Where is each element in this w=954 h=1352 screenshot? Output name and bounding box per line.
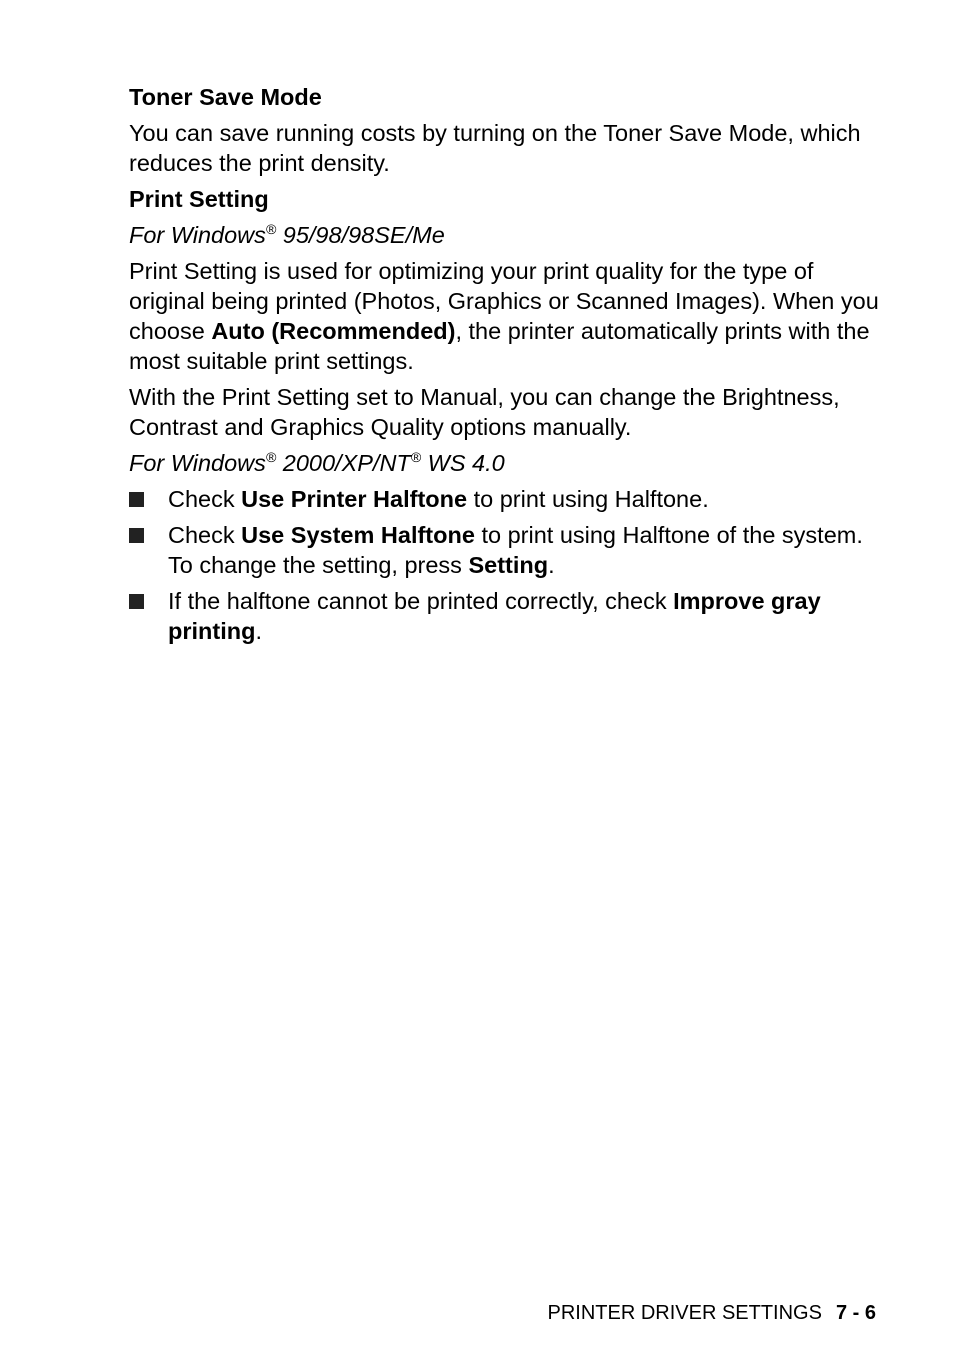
- page-footer: [547, 1300, 876, 1326]
- os-label-win2000: For Windows® 2000/XP/NT® WS 4.0: [129, 449, 505, 476]
- square-bullet-icon: [129, 492, 144, 507]
- page-number: 7 - 6: [835, 1302, 876, 1324]
- list-item: Check Use System Halftone to print using Halftone of the system. To change the setting, press Setting.: [129, 520, 879, 580]
- use-system-halftone-text: Use System Halftone: [241, 522, 475, 548]
- setting-text: Setting: [468, 552, 549, 578]
- use-printer-halftone-text: Use Printer Halftone: [241, 486, 468, 512]
- registered-mark: ®: [265, 449, 277, 465]
- square-bullet-icon: [129, 528, 144, 543]
- square-bullet-icon: [129, 594, 144, 609]
- registered-mark: ®: [410, 449, 422, 465]
- halftone-options-list: [129, 484, 879, 646]
- improve-gray-printing-text: Improve gray printing: [168, 588, 821, 644]
- os-label-win9x: For Windows® 95/98/98SE/Me: [129, 221, 445, 248]
- list-item: Check Use Printer Halftone to print using Halftone.: [129, 484, 879, 514]
- auto-recommended-text: Auto (Recommended): [211, 318, 456, 344]
- toner-save-text: You can save running costs by turning on the Toner Save Mode, which reduces the print density.: [129, 120, 861, 176]
- document-body: [129, 82, 879, 652]
- print-setting-heading: Print Setting: [129, 186, 269, 212]
- toner-save-heading: Toner Save Mode: [129, 84, 322, 110]
- list-item: If the halftone cannot be printed correctly, check Improve gray printing.: [129, 586, 879, 646]
- footer-section-title: PRINTER DRIVER SETTINGS: [547, 1302, 822, 1324]
- manual-setting-paragraph: With the Print Setting set to Manual, you can change the Brightness, Contrast and Graphics Quality options manually.: [129, 384, 840, 440]
- print-setting-paragraph: Print Setting is used for optimizing your print quality for the type of original being printed (Photos, Graphics or Scanned Images). When you choose Auto (Recommended), the printer automatically prints with the most suitable print settings.: [129, 258, 879, 374]
- registered-mark: ®: [265, 221, 277, 237]
